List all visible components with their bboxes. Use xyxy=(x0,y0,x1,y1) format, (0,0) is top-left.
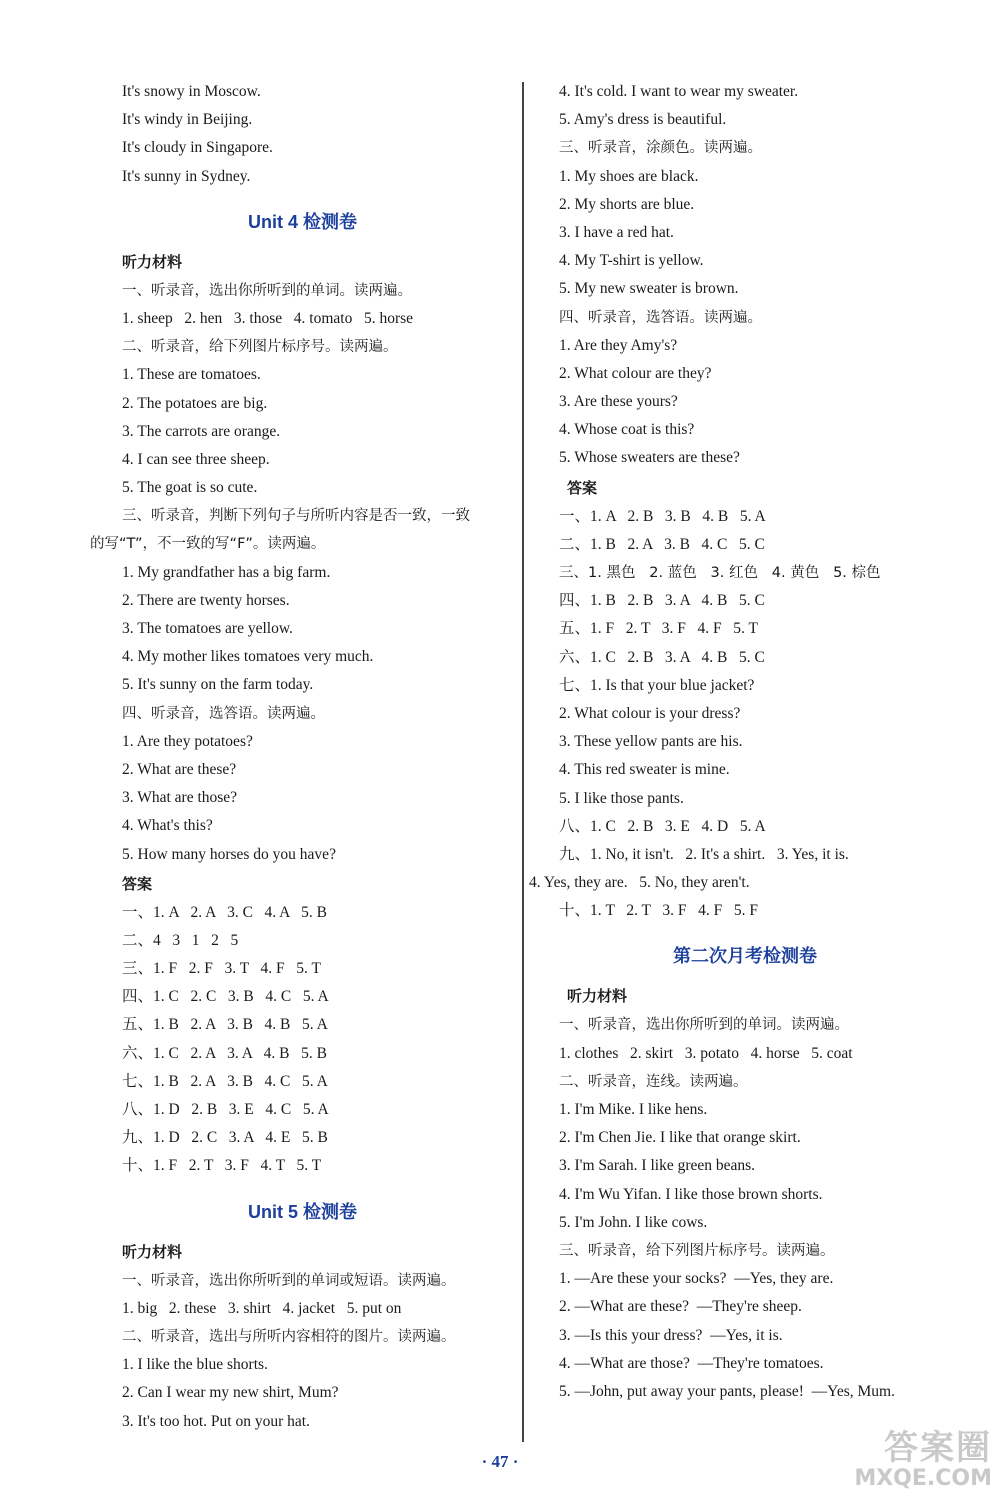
text-line: 三、听录音，涂颜色。读两遍。 xyxy=(559,140,762,157)
text-line: 一、听录音，选出你所听到的单词。读两遍。 xyxy=(122,282,412,299)
subheading: 听力材料 xyxy=(122,252,183,271)
right-column xyxy=(529,78,955,1406)
text-line: 5. My new sweater is brown. xyxy=(559,280,739,298)
text-line: 3. These yellow pants are his. xyxy=(559,733,743,751)
text-line: 五、1. B 2. A 3. B 4. B 5. A xyxy=(122,1016,328,1034)
left-column xyxy=(90,78,515,1436)
text-line: It's snowy in Moscow. xyxy=(122,83,261,100)
text-line: 5. I like those pants. xyxy=(559,789,684,807)
text-line: 1. clothes 2. skirt 3. potato 4. horse 5. coat xyxy=(559,1044,853,1062)
watermark-logo xyxy=(822,1429,992,1499)
text-line: 2. I'm Chen Jie. I like that orange skirt. xyxy=(559,1129,801,1147)
text-line: 3. The carrots are orange. xyxy=(122,422,281,440)
text-line: 2. My shorts are blue. xyxy=(559,195,695,213)
text-line: 3. The tomatoes are yellow. xyxy=(122,620,293,637)
text-line: 1. My grandfather has a big farm. xyxy=(122,563,331,581)
text-line: 五、1. F 2. T 3. F 4. F 5. T xyxy=(559,620,758,638)
text-line: 3. I'm Sarah. I like green beans. xyxy=(559,1157,756,1175)
text-line: 三、听录音，判断下列句子与所听内容是否一致，一致 xyxy=(122,508,470,525)
text-line: 3. Are these yours? xyxy=(559,393,678,411)
text-line: 1. —Are these your socks? —Yes, they are. xyxy=(559,1270,834,1288)
text-line: It's cloudy in Singapore. xyxy=(122,139,273,157)
text-line: 一、1. A 2. B 3. B 4. B 5. A xyxy=(559,507,766,525)
text-line: 1. big 2. these 3. shirt 4. jacket 5. put on xyxy=(122,1299,402,1317)
text-line: 4. I can see three sheep. xyxy=(122,450,270,468)
text-line: 六、1. C 2. B 3. A 4. B 5. C xyxy=(559,648,765,666)
column-divider xyxy=(522,82,524,1442)
text-line: 二、听录音，选出与所听内容相符的图片。读两遍。 xyxy=(122,1328,456,1345)
text-line: 二、听录音，连线。读两遍。 xyxy=(559,1073,748,1090)
text-line: 1. These are tomatoes. xyxy=(122,366,261,384)
text-line: 4. My mother likes tomatoes very much. xyxy=(122,648,374,666)
section-heading: Unit 4 检测卷 xyxy=(247,211,357,232)
section-heading: 第二次月考检测卷 xyxy=(673,946,817,967)
text-line: 4. Yes, they are. 5. No, they aren't. xyxy=(529,874,750,892)
text-line: 5. —John, put away your pants, please! —Yes, Mum. xyxy=(559,1382,895,1400)
text-line: 十、1. T 2. T 3. F 4. F 5. F xyxy=(559,902,758,920)
text-line: It's sunny in Sydney. xyxy=(122,167,251,185)
text-line: 3. I have a red hat. xyxy=(559,223,674,241)
text-line: 5. Amy's dress is beautiful. xyxy=(559,111,727,129)
text-line: 4. What's this? xyxy=(122,817,213,835)
text-line: 四、听录音，选答语。读两遍。 xyxy=(559,309,762,326)
text-line: 2. Can I wear my new shirt, Mum? xyxy=(122,1384,339,1402)
text-line: 三、1. 黑色 2. 蓝色 3. 红色 4. 黄色 5. 棕色 xyxy=(559,565,881,581)
text-line: 四、1. C 2. C 3. B 4. C 5. A xyxy=(122,988,329,1006)
text-line: 5. It's sunny on the farm today. xyxy=(122,676,314,694)
text-line: 九、1. No, it isn't. 2. It's a shirt. 3. Yes, it is. xyxy=(559,845,849,863)
text-line: 六、1. C 2. A 3. A 4. B 5. B xyxy=(122,1044,327,1062)
text-line: 十、1. F 2. T 3. F 4. T 5. T xyxy=(122,1157,322,1175)
text-line: 5. Whose sweaters are these? xyxy=(559,449,740,467)
page-number: · 47 · xyxy=(481,1452,519,1471)
text-line: 4. This red sweater is mine. xyxy=(559,761,730,779)
text-line: 5. I'm John. I like cows. xyxy=(559,1213,708,1231)
subheading: 听力材料 xyxy=(567,987,628,1006)
text-line: 2. The potatoes are big. xyxy=(122,394,268,412)
text-line: 1. I'm Mike. I like hens. xyxy=(559,1101,708,1118)
text-line: 八、1. D 2. B 3. E 4. C 5. A xyxy=(122,1101,329,1118)
subheading: 答案 xyxy=(567,478,598,497)
subheading: 听力材料 xyxy=(122,1242,183,1261)
text-line: 4. Whose coat is this? xyxy=(559,421,695,439)
text-line: 九、1. D 2. C 3. A 4. E 5. B xyxy=(122,1129,328,1147)
text-line: 三、1. F 2. F 3. T 4. F 5. T xyxy=(122,960,321,978)
text-line: 3. What are those? xyxy=(122,789,238,807)
text-line: 二、4 3 1 2 5 xyxy=(122,931,239,949)
text-line: 2. —What are these? —They're sheep. xyxy=(559,1298,802,1316)
text-line: 的写“T”，不一致的写“F”。读两遍。 xyxy=(90,536,326,553)
text-line: 四、听录音，选答语。读两遍。 xyxy=(122,705,325,722)
subheading: 答案 xyxy=(122,874,153,893)
text-line: 1. I like the blue shorts. xyxy=(122,1356,268,1374)
text-line: 2. There are twenty horses. xyxy=(122,591,290,609)
text-line: 二、听录音，给下列图片标序号。读两遍。 xyxy=(122,339,398,356)
text-line: 一、听录音，选出你所听到的单词。读两遍。 xyxy=(559,1017,849,1034)
text-line: 1. Are they potatoes? xyxy=(122,732,253,750)
text-line: 2. What are these? xyxy=(122,760,237,778)
text-line: It's windy in Beijing. xyxy=(122,111,253,129)
text-line: 七、1. B 2. A 3. B 4. C 5. A xyxy=(122,1072,328,1090)
text-line: 4. I'm Wu Yifan. I like those brown shorts. xyxy=(559,1185,823,1203)
text-line: 2. What colour are they? xyxy=(559,364,712,382)
text-line: 1. Are they Amy's? xyxy=(559,336,678,354)
text-line: 3. It's too hot. Put on your hat. xyxy=(122,1412,310,1430)
section-heading: Unit 5 检测卷 xyxy=(247,1201,357,1222)
text-line: 三、听录音，给下列图片标序号。读两遍。 xyxy=(559,1242,835,1259)
text-line: 八、1. C 2. B 3. E 4. D 5. A xyxy=(559,817,766,835)
text-line: 5. The goat is so cute. xyxy=(122,479,258,497)
text-line: 一、1. A 2. A 3. C 4. A 5. B xyxy=(122,903,327,921)
text-line: 一、听录音，选出你所听到的单词或短语。读两遍。 xyxy=(122,1272,456,1289)
text-line: 七、1. Is that your blue jacket? xyxy=(559,676,755,694)
text-line: 1. sheep 2. hen 3. those 4. tomato 5. horse xyxy=(122,309,414,327)
text-line: 4. —What are those? —They're tomatoes. xyxy=(559,1354,824,1372)
text-line: 5. How many horses do you have? xyxy=(122,845,336,863)
text-line: 4. My T-shirt is yellow. xyxy=(559,252,704,270)
text-line: 二、1. B 2. A 3. B 4. C 5. C xyxy=(559,535,765,553)
text-line: 2. What colour is your dress? xyxy=(559,704,741,722)
text-line: 四、1. B 2. B 3. A 4. B 5. C xyxy=(559,592,765,610)
text-line: 3. —Is this your dress? —Yes, it is. xyxy=(559,1326,783,1344)
watermark-url: MXQE.COM xyxy=(854,1466,992,1491)
text-line: 4. It's cold. I want to wear my sweater. xyxy=(559,83,799,100)
text-line: 1. My shoes are black. xyxy=(559,167,699,185)
watermark-text: 答案圈 xyxy=(884,1428,992,1468)
